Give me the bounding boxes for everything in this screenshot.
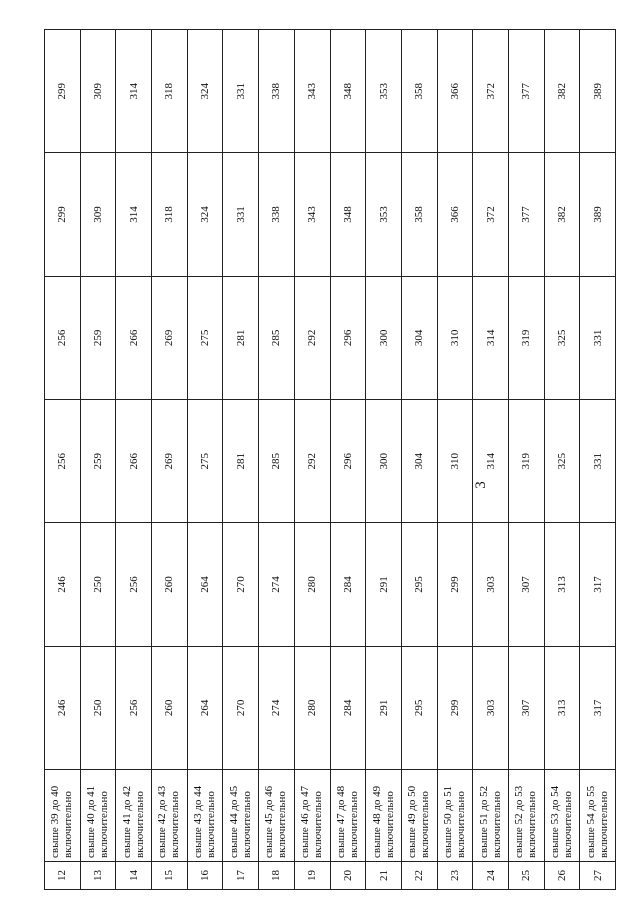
range-label: свыше 39 до 40 (49, 785, 62, 858)
value-cell: 299 (45, 30, 81, 153)
range-cell (116, 770, 152, 862)
range-cell (223, 770, 259, 862)
value-cell: 292 (294, 276, 330, 399)
table-row (45, 30, 81, 890)
value-cell: 358 (401, 153, 437, 276)
value-cell: 303 (473, 646, 509, 769)
range-qualifier: включительно (490, 791, 503, 858)
range-cell (366, 770, 402, 862)
value-cell: 307 (508, 523, 544, 646)
row-number-cell: 17 (223, 862, 259, 890)
range-cell (473, 770, 509, 862)
value-cell: 319 (508, 276, 544, 399)
row-number-cell: 15 (152, 862, 188, 890)
range-qualifier: включительно (561, 791, 574, 858)
rate-table (44, 29, 616, 890)
value-cell: 295 (401, 646, 437, 769)
value-cell: 264 (187, 646, 223, 769)
value-cell: 299 (437, 646, 473, 769)
range-qualifier: включительно (454, 791, 467, 858)
value-cell: 372 (473, 30, 509, 153)
row-number-cell: 22 (401, 862, 437, 890)
value-cell: 343 (294, 153, 330, 276)
table-row (401, 30, 437, 890)
value-cell: 304 (401, 276, 437, 399)
range-cell (437, 770, 473, 862)
value-cell: 324 (187, 30, 223, 153)
row-number-cell: 27 (580, 862, 616, 890)
range-label: свыше 51 до 52 (477, 785, 490, 858)
range-label: свыше 43 до 44 (192, 785, 205, 858)
table-row (508, 30, 544, 890)
value-cell: 285 (259, 276, 295, 399)
value-cell: 382 (544, 153, 580, 276)
table-row (544, 30, 580, 890)
value-cell: 250 (80, 646, 116, 769)
range-label: свыше 45 до 46 (263, 785, 276, 858)
value-cell: 331 (580, 276, 616, 399)
range-label: свыше 44 до 45 (227, 785, 240, 858)
table-row (223, 30, 259, 890)
value-cell: 366 (437, 153, 473, 276)
row-number-cell: 25 (508, 862, 544, 890)
value-cell: 313 (544, 523, 580, 646)
value-cell: 299 (45, 153, 81, 276)
value-cell: 325 (544, 400, 580, 523)
value-cell: 250 (80, 523, 116, 646)
value-cell: 314 (473, 276, 509, 399)
value-cell: 269 (152, 276, 188, 399)
range-cell (508, 770, 544, 862)
table-row (294, 30, 330, 890)
value-cell: 280 (294, 523, 330, 646)
value-cell: 264 (187, 523, 223, 646)
value-cell: 291 (366, 523, 402, 646)
value-cell: 275 (187, 400, 223, 523)
table-row (259, 30, 295, 890)
value-cell: 343 (294, 30, 330, 153)
range-qualifier: включительно (383, 791, 396, 858)
row-number-cell: 20 (330, 862, 366, 890)
value-cell: 304 (401, 400, 437, 523)
range-label: свыше 52 до 53 (513, 785, 526, 858)
value-cell: 246 (45, 523, 81, 646)
value-cell: 358 (401, 30, 437, 153)
value-cell: 331 (223, 30, 259, 153)
value-cell: 317 (580, 646, 616, 769)
range-cell (152, 770, 188, 862)
range-qualifier: включительно (169, 791, 182, 858)
value-cell: 318 (152, 153, 188, 276)
value-cell: 256 (116, 523, 152, 646)
value-cell: 317 (580, 523, 616, 646)
table-row (580, 30, 616, 890)
page-number: 3 (473, 481, 489, 489)
range-label: свыше 48 до 49 (370, 785, 383, 858)
value-cell: 314 (116, 153, 152, 276)
value-cell: 300 (366, 276, 402, 399)
value-cell: 256 (116, 646, 152, 769)
rotated-table-wrapper (44, 30, 616, 890)
range-label: свыше 46 до 47 (299, 785, 312, 858)
range-label: свыше 42 до 43 (156, 785, 169, 858)
range-qualifier: включительно (240, 791, 253, 858)
range-cell (45, 770, 81, 862)
row-number-cell: 14 (116, 862, 152, 890)
value-cell: 319 (508, 400, 544, 523)
value-cell: 280 (294, 646, 330, 769)
table-row (152, 30, 188, 890)
range-cell (259, 770, 295, 862)
table-row (437, 30, 473, 890)
row-number-cell: 23 (437, 862, 473, 890)
range-label: свыше 53 до 54 (548, 785, 561, 858)
value-cell: 274 (259, 646, 295, 769)
value-cell: 285 (259, 400, 295, 523)
value-cell: 324 (187, 153, 223, 276)
value-cell: 274 (259, 523, 295, 646)
value-cell: 325 (544, 276, 580, 399)
row-number-cell: 26 (544, 862, 580, 890)
value-cell: 348 (330, 153, 366, 276)
row-number-cell: 19 (294, 862, 330, 890)
value-cell: 309 (80, 30, 116, 153)
value-cell: 266 (116, 400, 152, 523)
range-qualifier: включительно (312, 791, 325, 858)
value-cell: 300 (366, 400, 402, 523)
table-row (80, 30, 116, 890)
value-cell: 338 (259, 153, 295, 276)
value-cell: 256 (45, 276, 81, 399)
value-cell: 275 (187, 276, 223, 399)
value-cell: 338 (259, 30, 295, 153)
value-cell: 348 (330, 30, 366, 153)
value-cell: 269 (152, 400, 188, 523)
range-qualifier: включительно (205, 791, 218, 858)
range-qualifier: включительно (347, 791, 360, 858)
range-qualifier: включительно (62, 791, 75, 858)
value-cell: 389 (580, 153, 616, 276)
value-cell: 314 (116, 30, 152, 153)
range-qualifier: включительно (276, 791, 289, 858)
range-label: свыше 47 до 48 (334, 785, 347, 858)
range-qualifier: включительно (133, 791, 146, 858)
range-cell (330, 770, 366, 862)
row-number-cell: 13 (80, 862, 116, 890)
value-cell: 281 (223, 276, 259, 399)
row-number-cell: 24 (473, 862, 509, 890)
row-number-cell: 18 (259, 862, 295, 890)
value-cell: 377 (508, 30, 544, 153)
value-cell: 260 (152, 523, 188, 646)
value-cell: 307 (508, 646, 544, 769)
value-cell: 310 (437, 276, 473, 399)
range-cell (401, 770, 437, 862)
value-cell: 318 (152, 30, 188, 153)
value-cell: 256 (45, 400, 81, 523)
range-cell (294, 770, 330, 862)
value-cell: 270 (223, 523, 259, 646)
value-cell: 310 (437, 400, 473, 523)
range-qualifier: включительно (597, 791, 610, 858)
row-number-cell: 12 (45, 862, 81, 890)
range-label: свыше 54 до 55 (584, 785, 597, 858)
range-cell (544, 770, 580, 862)
table-row (473, 30, 509, 890)
value-cell: 299 (437, 523, 473, 646)
table-row (116, 30, 152, 890)
row-number-cell: 16 (187, 862, 223, 890)
value-cell: 281 (223, 400, 259, 523)
range-label: свыше 49 до 50 (406, 785, 419, 858)
value-cell: 353 (366, 30, 402, 153)
table-row (366, 30, 402, 890)
value-cell: 296 (330, 400, 366, 523)
value-cell: 295 (401, 523, 437, 646)
range-cell (187, 770, 223, 862)
value-cell: 284 (330, 646, 366, 769)
value-cell: 260 (152, 646, 188, 769)
value-cell: 284 (330, 523, 366, 646)
value-cell: 259 (80, 400, 116, 523)
range-qualifier: включительно (526, 791, 539, 858)
value-cell: 303 (473, 523, 509, 646)
value-cell: 377 (508, 153, 544, 276)
value-cell: 313 (544, 646, 580, 769)
value-cell: 246 (45, 646, 81, 769)
value-cell: 266 (116, 276, 152, 399)
range-cell (80, 770, 116, 862)
range-qualifier: включительно (98, 791, 111, 858)
value-cell: 259 (80, 276, 116, 399)
range-label: свыше 41 до 42 (120, 785, 133, 858)
value-cell: 309 (80, 153, 116, 276)
range-cell (580, 770, 616, 862)
table-body (45, 30, 616, 890)
value-cell: 389 (580, 30, 616, 153)
table-row (330, 30, 366, 890)
value-cell: 270 (223, 646, 259, 769)
value-cell: 314 (473, 400, 509, 523)
value-cell: 331 (223, 153, 259, 276)
table-row (187, 30, 223, 890)
value-cell: 331 (580, 400, 616, 523)
value-cell: 353 (366, 153, 402, 276)
value-cell: 372 (473, 153, 509, 276)
range-label: свыше 50 до 51 (441, 785, 454, 858)
range-label: свыше 40 до 41 (85, 785, 98, 858)
value-cell: 366 (437, 30, 473, 153)
row-number-cell: 21 (366, 862, 402, 890)
value-cell: 296 (330, 276, 366, 399)
value-cell: 291 (366, 646, 402, 769)
value-cell: 292 (294, 400, 330, 523)
value-cell: 382 (544, 30, 580, 153)
range-qualifier: включительно (419, 791, 432, 858)
